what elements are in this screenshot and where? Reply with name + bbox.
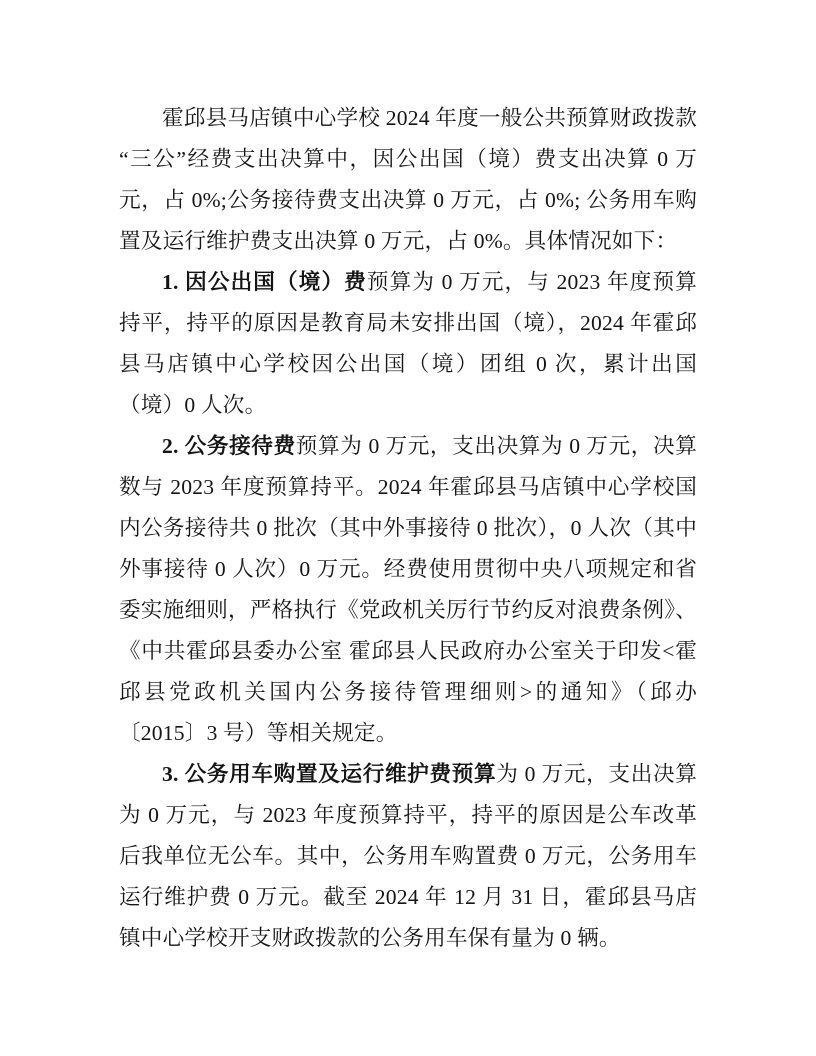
paragraph-1-abroad-fee — [119, 262, 697, 426]
paragraph-intro-text: 霍邱县马店镇中心学校 2024 年度一般公共预算财政拨款“三公”经费支出决算中，因公出国（境）费支出决算 0 万元，占 0%;公务接待费支出决算 0 万元，占 0%; 公务用车购置及运行维护费支出决算 0 万元，占 0%。具体情况如下： — [119, 106, 697, 253]
paragraph-2-heading: 2. 公务接待费 — [162, 434, 296, 458]
paragraph-3-heading: 3. 公务用车购置及运行维护费预算 — [162, 762, 497, 786]
paragraph-2-text: 预算为 0 万元，支出决算为 0 万元，决算数与 2023 年度预算持平。2024 年霍邱县马店镇中心学校国内公务接待共 0 批次（其中外事接待 0 批次），0 人次（其中外事接待 0 人次）0 万元。经费使用贯彻中央八项规定和省委实施细则，严格执行《党政机关厉行节约反对浪费条例》、《中共霍邱县委办公室 霍邱县人民政府办公室关于印发<霍邱县党政机关国内公务接待管理细则>的通知》（邱办〔2015〕3 号）等相关规定。 — [119, 434, 697, 745]
paragraph-2-reception-fee — [119, 426, 697, 754]
document-body — [119, 98, 697, 959]
paragraph-3-text: 为 0 万元，支出决算为 0 万元，与 2023 年度预算持平，持平的原因是公车改革后我单位无公车。其中，公务用车购置费 0 万元，公务用车运行维护费 0 万元。截至 2024 年 12 月 31 日，霍邱县马店镇中心学校开支财政拨款的公务用车保有量为 0 辆。 — [119, 762, 698, 950]
paragraph-intro — [119, 98, 697, 262]
paragraph-3-vehicle-fee — [119, 754, 697, 959]
paragraph-1-heading: 1. 因公出国（境）费 — [162, 270, 367, 294]
paragraph-1-text: 预算为 0 万元，与 2023 年度预算持平，持平的原因是教育局未安排出国（境），2024 年霍邱县马店镇中心学校因公出国（境）团组 0 次，累计出国（境）0 人次。 — [119, 270, 697, 417]
